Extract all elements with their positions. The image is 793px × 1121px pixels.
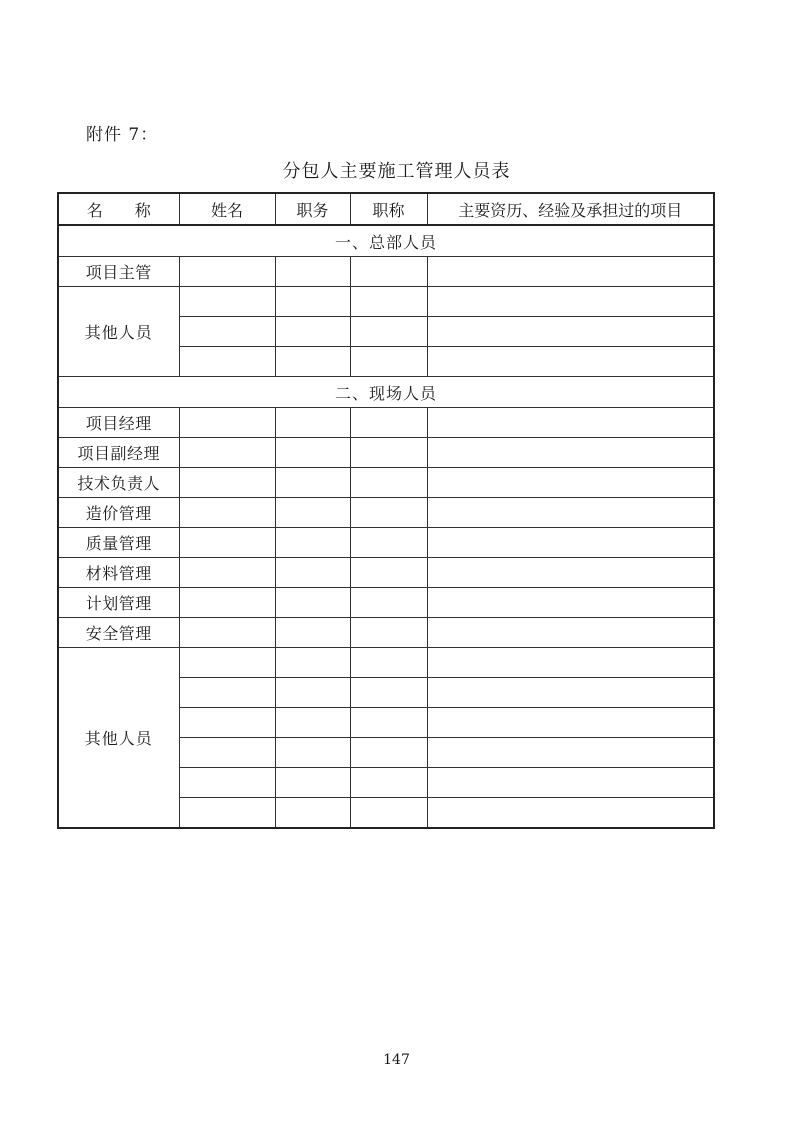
table-row: [58, 618, 714, 648]
role-label: 造价管理: [58, 498, 179, 528]
position-cell[interactable]: [275, 618, 350, 648]
position-cell[interactable]: [275, 438, 350, 468]
table-row: [58, 257, 714, 287]
person-name-cell[interactable]: [179, 798, 275, 829]
title-cell[interactable]: [350, 317, 427, 347]
position-cell[interactable]: [275, 408, 350, 438]
title-cell[interactable]: [350, 768, 427, 798]
position-cell[interactable]: [275, 588, 350, 618]
title-cell[interactable]: [350, 438, 427, 468]
experience-cell[interactable]: [427, 347, 714, 377]
column-header-person-name: 姓名: [179, 193, 275, 225]
experience-cell[interactable]: [427, 588, 714, 618]
position-cell[interactable]: [275, 257, 350, 287]
title-cell[interactable]: [350, 648, 427, 678]
table-row: [58, 528, 714, 558]
person-name-cell[interactable]: [179, 528, 275, 558]
title-cell[interactable]: [350, 468, 427, 498]
position-cell[interactable]: [275, 498, 350, 528]
title-cell[interactable]: [350, 588, 427, 618]
position-cell[interactable]: [275, 708, 350, 738]
other-staff-label: 其他人员: [58, 648, 179, 829]
person-name-cell[interactable]: [179, 408, 275, 438]
person-name-cell[interactable]: [179, 678, 275, 708]
position-cell[interactable]: [275, 558, 350, 588]
experience-cell[interactable]: [427, 438, 714, 468]
table-row: [58, 468, 714, 498]
column-header-experience: 主要资历、经验及承担过的项目: [427, 193, 714, 225]
position-cell[interactable]: [275, 468, 350, 498]
section-label-headquarters: 一、总部人员: [58, 225, 714, 257]
person-name-cell[interactable]: [179, 588, 275, 618]
table-row: [58, 438, 714, 468]
title-cell[interactable]: [350, 347, 427, 377]
person-name-cell[interactable]: [179, 768, 275, 798]
table-row: [58, 498, 714, 528]
title-cell[interactable]: [350, 618, 427, 648]
position-cell[interactable]: [275, 648, 350, 678]
table-row: [58, 588, 714, 618]
person-name-cell[interactable]: [179, 708, 275, 738]
table-row: [58, 648, 714, 678]
role-label: 技术负责人: [58, 468, 179, 498]
title-cell[interactable]: [350, 738, 427, 768]
experience-cell[interactable]: [427, 678, 714, 708]
title-cell[interactable]: [350, 798, 427, 829]
title-cell[interactable]: [350, 287, 427, 317]
title-cell[interactable]: [350, 408, 427, 438]
column-header-position: 职务: [275, 193, 350, 225]
person-name-cell[interactable]: [179, 498, 275, 528]
experience-cell[interactable]: [427, 708, 714, 738]
experience-cell[interactable]: [427, 498, 714, 528]
table-row: [58, 287, 714, 317]
person-name-cell[interactable]: [179, 468, 275, 498]
attachment-label: 附件 7：: [86, 125, 159, 145]
experience-cell[interactable]: [427, 558, 714, 588]
experience-cell[interactable]: [427, 648, 714, 678]
person-name-cell[interactable]: [179, 347, 275, 377]
person-name-cell[interactable]: [179, 257, 275, 287]
position-cell[interactable]: [275, 287, 350, 317]
section-label-site: 二、现场人员: [58, 377, 714, 408]
position-cell[interactable]: [275, 678, 350, 708]
table-header-row: [58, 193, 714, 225]
page-title: 分包人主要施工管理人员表: [282, 161, 511, 182]
section-row-headquarters: [58, 225, 714, 257]
position-cell[interactable]: [275, 738, 350, 768]
column-header-name: 名 称: [58, 193, 179, 225]
experience-cell[interactable]: [427, 317, 714, 347]
experience-cell[interactable]: [427, 528, 714, 558]
experience-cell[interactable]: [427, 287, 714, 317]
position-cell[interactable]: [275, 798, 350, 829]
experience-cell[interactable]: [427, 468, 714, 498]
other-staff-label: 其他人员: [58, 287, 179, 377]
position-cell[interactable]: [275, 317, 350, 347]
role-label: 项目经理: [58, 408, 179, 438]
person-name-cell[interactable]: [179, 317, 275, 347]
role-label: 项目主管: [58, 257, 179, 287]
experience-cell[interactable]: [427, 738, 714, 768]
experience-cell[interactable]: [427, 257, 714, 287]
title-cell[interactable]: [350, 257, 427, 287]
table-row: [58, 408, 714, 438]
person-name-cell[interactable]: [179, 558, 275, 588]
person-name-cell[interactable]: [179, 438, 275, 468]
person-name-cell[interactable]: [179, 618, 275, 648]
title-cell[interactable]: [350, 498, 427, 528]
person-name-cell[interactable]: [179, 648, 275, 678]
experience-cell[interactable]: [427, 768, 714, 798]
title-cell[interactable]: [350, 558, 427, 588]
staff-table: [57, 192, 715, 829]
experience-cell[interactable]: [427, 408, 714, 438]
position-cell[interactable]: [275, 347, 350, 377]
page-number: 147: [383, 1052, 410, 1068]
person-name-cell[interactable]: [179, 738, 275, 768]
role-label: 项目副经理: [58, 438, 179, 468]
person-name-cell[interactable]: [179, 287, 275, 317]
role-label: 质量管理: [58, 528, 179, 558]
role-label: 安全管理: [58, 618, 179, 648]
table-row: [58, 558, 714, 588]
title-cell[interactable]: [350, 708, 427, 738]
section-row-site: [58, 377, 714, 408]
title-cell[interactable]: [350, 678, 427, 708]
experience-cell[interactable]: [427, 798, 714, 829]
position-cell[interactable]: [275, 768, 350, 798]
column-header-title: 职称: [350, 193, 427, 225]
position-cell[interactable]: [275, 528, 350, 558]
experience-cell[interactable]: [427, 618, 714, 648]
role-label: 材料管理: [58, 558, 179, 588]
role-label: 计划管理: [58, 588, 179, 618]
title-cell[interactable]: [350, 528, 427, 558]
